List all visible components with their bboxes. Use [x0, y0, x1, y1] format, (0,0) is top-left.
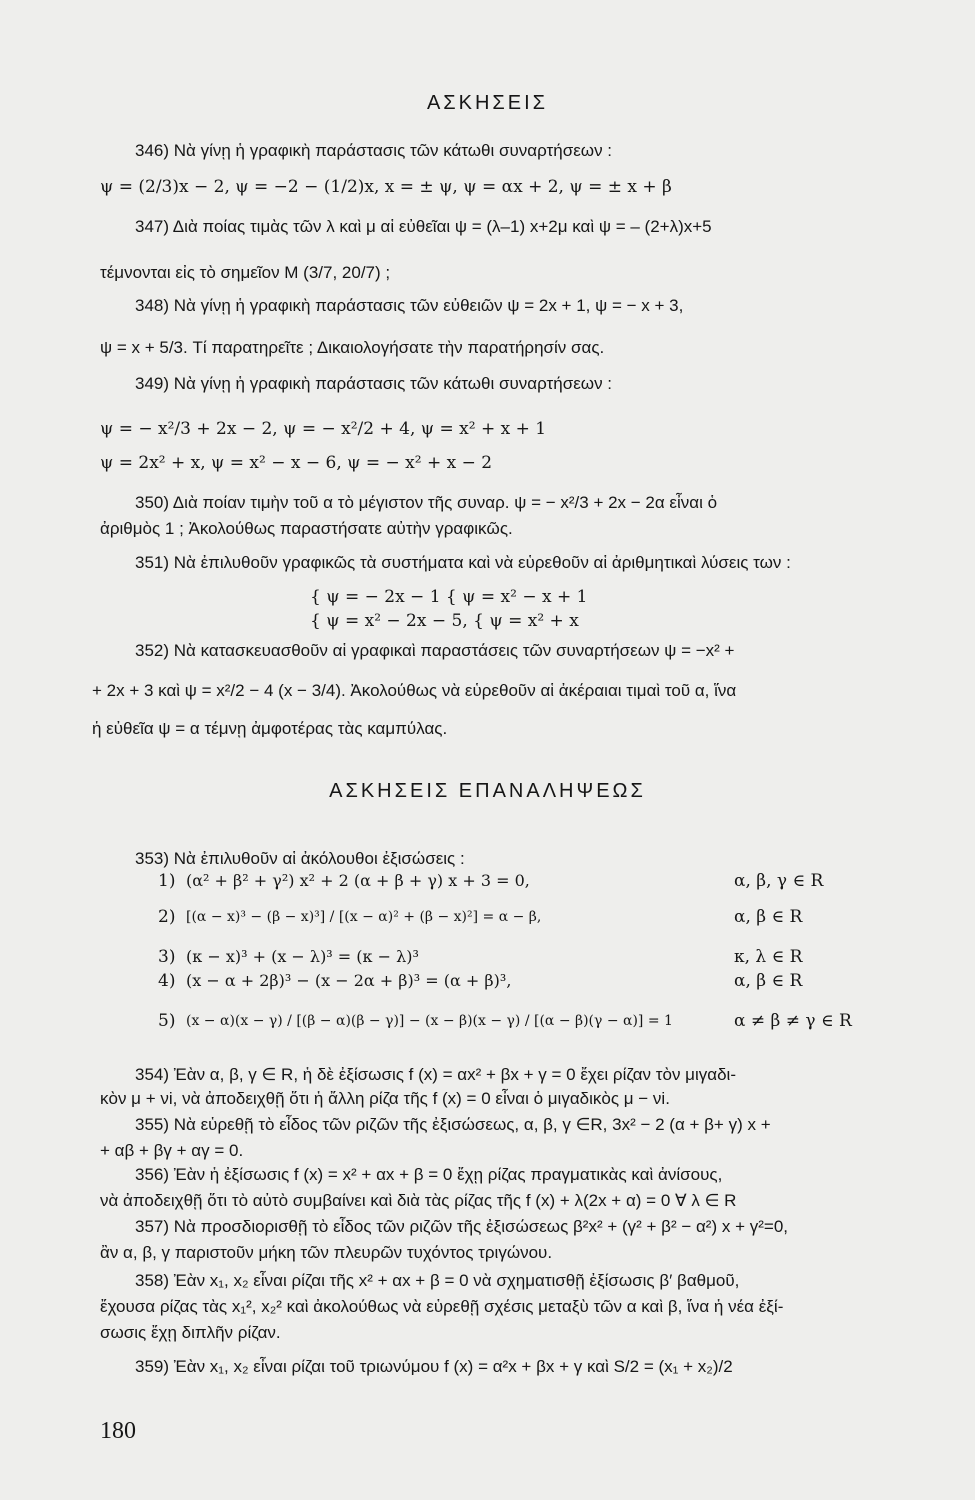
exercise-352-continuation: + 2x + 3 καὶ ψ = x²/2 − 4 (x − 3/4). Ἀκολούθως νὰ εὑρεθοῦν αἱ ἀκέραιαι τιμαὶ τοῦ α, ἵνα: [92, 681, 737, 700]
equation-condition: α, β ∈ R: [734, 907, 803, 927]
exercise-348-question: ψ = x + 5/3. Τί παρατηρεῖτε ; Δικαιολογήσατε τὴν παρατήρησίν σας.: [100, 338, 605, 357]
section-title-review: ΑΣΚΗΣΕΙΣ ΕΠΑΝΑΛΗΨΕΩΣ: [329, 780, 646, 802]
exercise-348-text: 348) Νὰ γίνῃ ἡ γραφικὴ παράστασις τῶν εὐθειῶν ψ = 2x + 1, ψ = − x + 3,: [135, 296, 684, 315]
equation-label: 3): [158, 947, 176, 967]
exercise-358-continuation: ἔχουσα ρίζας τὰς x₁², x₂² καὶ ἀκολούθως νὰ εὑρεθῇ σχέσις μεταξὺ τῶν α καὶ β, ἵνα ἡ νέα ἐξί-: [100, 1297, 784, 1316]
exercise-355-continuation: + αβ + βγ + αγ = 0.: [100, 1141, 244, 1160]
equation-label: 2): [158, 907, 176, 927]
equation-expression: (x − α)(x − γ) / [(β − α)(β − γ)] − (x − β)(x − γ) / [(α − β)(γ − α)] = 1: [186, 1013, 673, 1029]
exercise-351-text: 351) Νὰ ἐπιλυθοῦν γραφικῶς τὰ συστήματα καὶ νὰ εὑρεθοῦν αἱ ἀριθμητικαὶ λύσεις των :: [135, 553, 791, 572]
exercise-347-text: 347) Διὰ ποίας τιμὰς τῶν λ καὶ μ αἱ εὐθεῖαι ψ = (λ–1) x+2μ καὶ ψ = – (2+λ)x+5: [135, 217, 712, 236]
equation-expression: (x − α + 2β)³ − (x − 2α + β)³ = (α + β)³,: [186, 971, 512, 990]
exercise-352-text: 352) Νὰ κατασκευασθοῦν αἱ γραφικαὶ παραστάσεις τῶν συναρτήσεων ψ = −x² +: [135, 641, 735, 660]
section-title: ΑΣΚΗΣΕΙΣ: [426, 92, 549, 114]
equation-condition: α, β ∈ R: [734, 971, 803, 991]
equation-row: [0, 946, 975, 972]
equation-expression: (κ − x)³ + (x − λ)³ = (κ − λ)³: [186, 947, 419, 966]
exercise-354-text: 354) Ἐὰν α, β, γ ∈ R, ἡ δὲ ἐξίσωσις f (x) = αx² + βx + γ = 0 ἔχει ρίζαν τὸν μιγαδι-: [135, 1065, 736, 1084]
exercise-350-continuation: ἀριθμὸς 1 ; Ἀκολούθως παραστήσατε αὐτὴν γραφικῶς.: [100, 519, 513, 538]
equation-label: 1): [158, 871, 176, 891]
page-number: 180: [100, 1418, 136, 1444]
exercise-351-system-row1: { ψ = − 2x − 1 { ψ = x² − x + 1: [310, 587, 588, 607]
equation-expression: [(α − x)³ − (β − x)³] / [(x − α)² + (β − x)²] = α − β,: [186, 909, 542, 925]
equation-row: [0, 970, 975, 996]
exercise-354-continuation: κὸν μ + νi, νὰ ἀποδειχθῇ ὅτι ἡ ἄλλη ρίζα τῆς f (x) = 0 εἶναι ὁ μιγαδικὸς μ − νi.: [100, 1089, 670, 1108]
exercise-359-text: 359) Ἐὰν x₁, x₂ εἶναι ρίζαι τοῦ τριωνύμου f (x) = α²x + βx + γ καὶ S/2 = (x₁ + x₂)/2: [135, 1357, 733, 1376]
equation-expression: (α² + β² + γ²) x² + 2 (α + β + γ) x + 3 = 0,: [186, 871, 530, 890]
exercise-356-continuation: νὰ ἀποδειχθῇ ὅτι τὸ αὐτὸ συμβαίνει καὶ διὰ τὰς ρίζας τῆς f (x) + λ(2x + α) = 0 ∀ λ ∈ R: [100, 1191, 737, 1210]
exercise-358-text: 358) Ἐὰν x₁, x₂ εἶναι ρίζαι τῆς x² + αx + β = 0 νὰ σχηματισθῇ ἐξίσωσις β′ βαθμοῦ,: [135, 1271, 740, 1290]
exercise-351-system-row2: { ψ = x² − 2x − 5, { ψ = x² + x: [310, 611, 579, 631]
exercise-355-text: 355) Νὰ εὑρεθῇ τὸ εἶδος τῶν ριζῶν τῆς ἐξισώσεως, α, β, γ ∈R, 3x² − 2 (α + β+ γ) x +: [135, 1115, 771, 1134]
exercise-358-end: σωσις ἔχῃ διπλῆν ρίζαν.: [100, 1323, 281, 1342]
exercise-349-text: 349) Νὰ γίνῃ ἡ γραφικὴ παράστασις τῶν κάτωθι συναρτήσεων :: [135, 374, 613, 393]
exercise-353-text: 353) Νὰ ἐπιλυθοῦν αἱ ἀκόλουθοι ἐξισώσεις :: [135, 849, 465, 868]
equation-row: [0, 906, 975, 932]
exercise-356-text: 356) Ἐὰν ἡ ἐξίσωσις f (x) = x² + αx + β = 0 ἔχῃ ρίζας πραγματικὰς καὶ ἀνίσους,: [135, 1165, 723, 1184]
equation-label: 4): [158, 971, 176, 991]
exercise-352-end: ἡ εὐθεῖα ψ = α τέμνῃ ἀμφοτέρας τὰς καμπύλας.: [92, 719, 448, 738]
exercise-350-text: 350) Διὰ ποίαν τιμὴν τοῦ α τὸ μέγιστον τῆς συναρ. ψ = − x²/3 + 2x − 2α εἶναι ὁ: [135, 493, 718, 512]
equation-condition: κ, λ ∈ R: [734, 947, 803, 967]
exercise-346-text: 346) Νὰ γίνῃ ἡ γραφικὴ παράστασις τῶν κάτωθι συναρτήσεων :: [135, 141, 613, 160]
equation-label: 5): [158, 1011, 176, 1031]
exercise-347-point: τέμνονται εἰς τὸ σημεῖον M (3/7, 20/7) ;: [100, 263, 391, 282]
exercise-349-functions-row1: ψ = − x²/3 + 2x − 2, ψ = − x²/2 + 4, ψ = x² + x + 1: [100, 419, 547, 439]
exercise-349-functions-row2: ψ = 2x² + x, ψ = x² − x − 6, ψ = − x² + x − 2: [100, 453, 493, 473]
equation-condition: α, β, γ ∈ R: [734, 871, 824, 891]
exercise-357-continuation: ἂν α, β, γ παριστοῦν μήκη τῶν πλευρῶν τυχόντος τριγώνου.: [100, 1243, 553, 1262]
equation-condition: α ≠ β ≠ γ ∈ R: [734, 1011, 852, 1031]
exercise-346-functions: ψ = (2/3)x − 2, ψ = −2 − (1/2)x, x = ± ψ, ψ = αx + 2, ψ = ± x + β: [100, 177, 672, 197]
exercise-357-text: 357) Νὰ προσδιορισθῇ τὸ εἶδος τῶν ριζῶν τῆς ἐξισώσεως β²x² + (γ² + β² − α²) x + γ²=0,: [135, 1217, 788, 1236]
equation-row: [0, 1010, 975, 1036]
equation-row: [0, 870, 975, 896]
